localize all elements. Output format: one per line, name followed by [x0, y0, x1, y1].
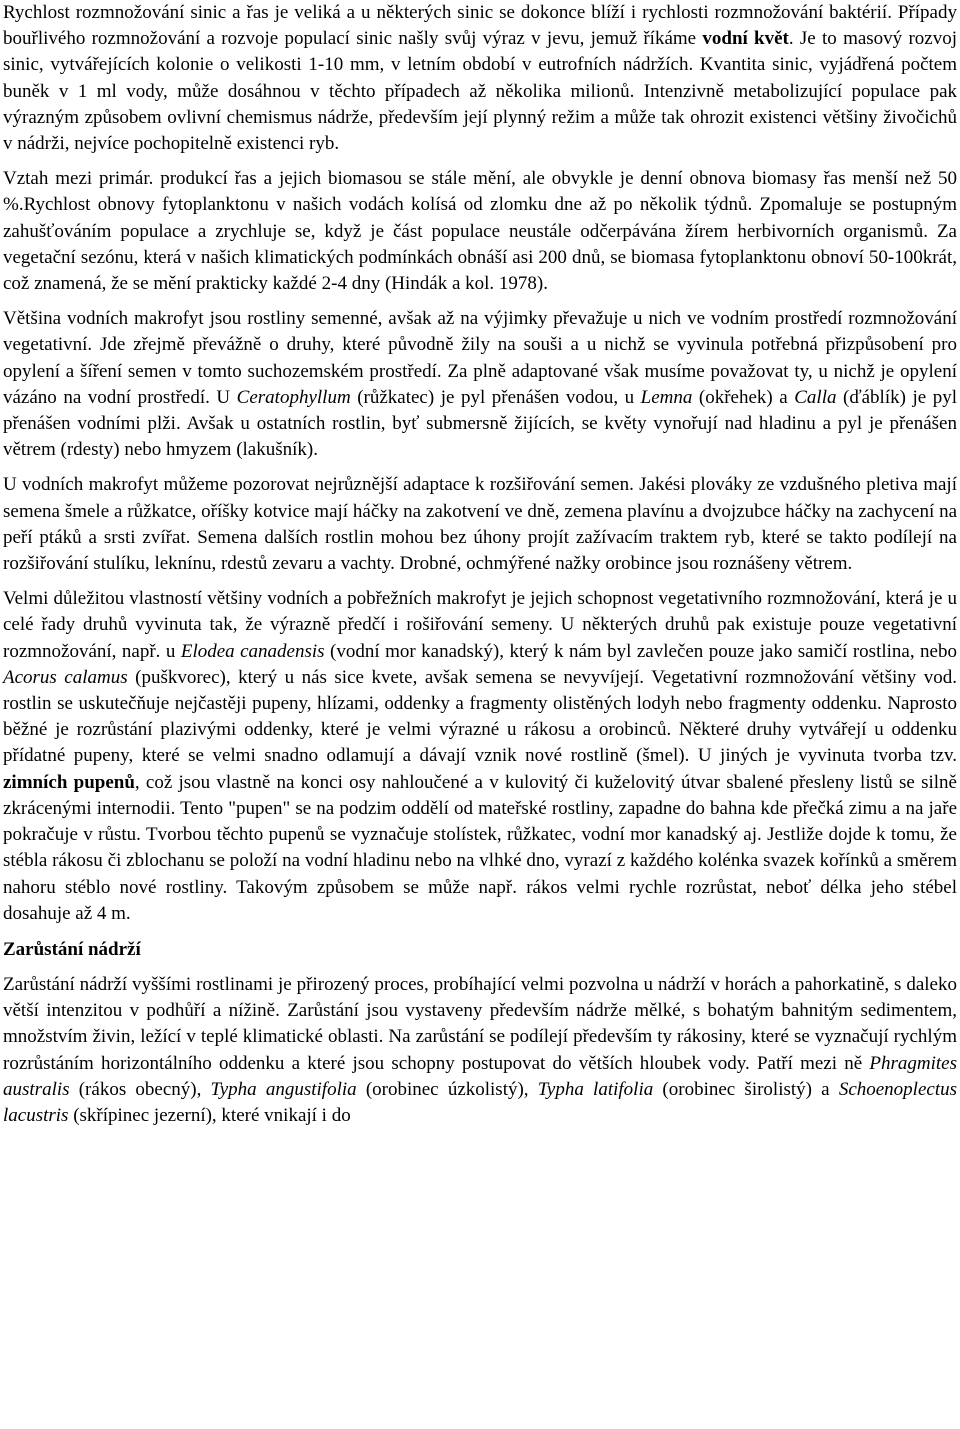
emphasis-italic: Acorus calamus [3, 666, 128, 688]
document-page [3, 0, 957, 1129]
text-run: (orobinec širolistý) a [653, 1078, 839, 1100]
text-run: Většina vodních makrofyt jsou rostliny semenné, avšak až na výjimky převažuje u nich ve vodním prostředí rozmnožování vegetativní. Jde zřejmě převážně o druhy, které původně žily na souši a u nichž se vyvinula potřebná přizpůsobení pro opylení a šíření semen v tomto suchozemském prostředí. Za plně adaptované však musíme považovat ty, u nichž je opylení vázáno na vodní prostředí. U [3, 308, 957, 408]
text-run: (okřehek) a [692, 386, 795, 408]
emphasis-italic: Schoenoplectus lacustris [3, 1078, 957, 1126]
paragraph-rozsirovani-semen [3, 472, 957, 577]
text-run: . Je to masový rozvoj sinic, vytvářejících kolonie o velikosti 1-10 mm, v letním období v eutrofních nádržích. Kvantita sinic, vyjádřená počtem buněk v 1 ml vody, může dosáhnou v těchto případech až několika milionů. Intenzivně metabolizující populace pak výrazným způsobem ovlivní chemismus nádrže, především její plynný režim a může tak ohrozit existenci většiny živočichů v nádrži, nejvíce pochopitelně existenci ryb. [3, 28, 957, 155]
text-run: Rychlost rozmnožování sinic a řas je veliká a u některých sinic se dokonce blíží i rychlosti rozmnožování baktérií. Případy bouřlivého rozmnožování a rozvoje populací sinic našly svůj výraz v jevu, jemuž říkáme [3, 2, 957, 50]
text-run: , což jsou vlastně na konci osy nahloučené a v kulovitý či kuželovitý útvar sbalené přesleny listů se silně zkrácenými internodii. Tento "pupen" se na podzim oddělí od mateřské rostliny, zapadne do bahna kde přečká zimu a na jaře pokračuje v růstu. Tvorbou těchto pupenů se vyznačuje stolístek, růžkatec, vodní mor kanadský aj. Jestliže dojde k tomu, že stébla rákosu či zblochanu se položí na vodní hladinu nebo na vlhké dno, vyrazí z každého kolénka svazek kořínků a směrem nahoru stéblo nové rostliny. Takovým způsobem se může např. rákos velmi rychle rozrůstat, neboť délka jeho stébel dosahuje až 4 m. [3, 771, 957, 924]
paragraph-zarustani-nadrzi [3, 972, 957, 1129]
emphasis-italic: Lemna [640, 386, 693, 408]
paragraph-makrofyta-opyleni [3, 306, 957, 463]
text-run: (ďáblík) je pyl přenášen vodními plži. Avšak u ostatních rostlin, byť submersně žijících, se květy vynořují nad hladinu a pyl je přenášen větrem (rdesty) nebo hmyzem (lakušník). [3, 386, 957, 461]
text-run: Zarůstání nádrží vyššími rostlinami je přirozený proces, probíhající velmi pozvolna u nádrží v horách a pahorkatině, s daleko větší intenzitou v podhůří a nížině. Zarůstání jsou vystaveny především nádrže mělké, s bohatým bahnitým sedimentem, množstvím živin, ležící v teplé klimatické oblasti. Na zarůstání se podílejí především ty rákosiny, které se vyznačují rychlým rozrůstáním horizontálního oddenku a které jsou schopny postupovat do větších hloubek vody. Patří mezi ně [3, 973, 957, 1074]
emphasis-italic: Phragmites australis [3, 1052, 957, 1100]
text-run: (růžkatec) je pyl přenášen vodou, u [350, 386, 641, 408]
emphasis-italic: Calla [794, 386, 837, 408]
text-run: (vodní mor kanadský), který k nám byl zavlečen pouze jako samičí rostlina, nebo [324, 640, 957, 662]
text-run: (skřípinec jezerní), které vnikají i do [68, 1104, 351, 1126]
emphasis-bold: zimních pupenů [3, 771, 135, 793]
text-run: (puškvorec), který u nás sice kvete, avšak semena se nevyvíjejí. Vegetativní rozmnožování většiny vod. rostlin se uskutečňuje nejčastěji pupeny, hlízami, oddenky a fragmenty olistěných lodyh nebo fragmenty oddenku. Naprosto běžné je rozrůstání plazivými oddenky, které je velmi výrazné u rákosu a orobinců. Některé druhy vytvářejí u oddenku přídatné pupeny, které se velmi snadno odlamují a dávají vznik nové rostlině (šmel). U jiných je vyvinuta tvorba tzv. [3, 666, 957, 767]
section-heading-zarustani: Zarůstání nádrží [3, 938, 141, 960]
emphasis-italic: Typha angustifolia [210, 1078, 357, 1100]
paragraph-vodni-kvet [3, 0, 957, 157]
emphasis-italic: Elodea canadensis [180, 640, 325, 662]
emphasis-italic: Ceratophyllum [236, 386, 351, 408]
text-run: (orobinec úzkolistý), [356, 1078, 538, 1100]
text-run: U vodních makrofyt můžeme pozorovat nejrůznější adaptace k rozšiřování semen. Jakési plováky ze vzdušného pletiva mají semena šmele a růžkatce, oříšky kotvice mají háčky na zakotvení ve dně, zemena plavínu a dvojzubce háčky na zachycení na peří ptáků a srsti zvířat. Semena dalších rostlin mohou bez úhony projít zažívacím traktem ryb, které se takto podílejí na rozšiřování stulíku, leknínu, rdestů zevaru a vachty. Drobné, ochmýřené nažky orobince jsou roznášeny větrem. [3, 474, 957, 575]
text-run: (rákos obecný), [69, 1078, 211, 1100]
emphasis-bold: vodní květ [702, 28, 789, 50]
paragraph-primarni-produkce [3, 166, 957, 297]
text-run: Velmi důležitou vlastností většiny vodních a pobřežních makrofyt je jejich schopnost vegetativního rozmnožování, která je u celé řady druhů vyvinuta tak, že výrazně předčí i rošiřování semeny. U některých druhů pak existuje pouze vegetativní rozmnožování, např. u [3, 588, 957, 662]
paragraph-vegetativni-rozmnozovani [3, 586, 957, 927]
emphasis-italic: Typha latifolia [537, 1078, 654, 1100]
text-run: Vztah mezi primár. produkcí řas a jejich biomasou se stále mění, ale obvykle je denní obnova biomasy řas menší než 50 %.Rychlost obnovy fytoplanktonu v našich vodách kolísá od zlomku dne až po několik týdnů. Zpomaluje se postupným zahušťováním populace a zrychluje se, když je část populace neustále odčerpávána žírem herbivorních organismů. Za vegetační sezónu, která v našich klimatických podmínkách obnáší asi 200 dnů, se biomasa fytoplanktonu obnoví 50-100krát, což znamená, že se mění prakticky každé 2-4 dny (Hindák a kol. 1978). [3, 168, 957, 295]
